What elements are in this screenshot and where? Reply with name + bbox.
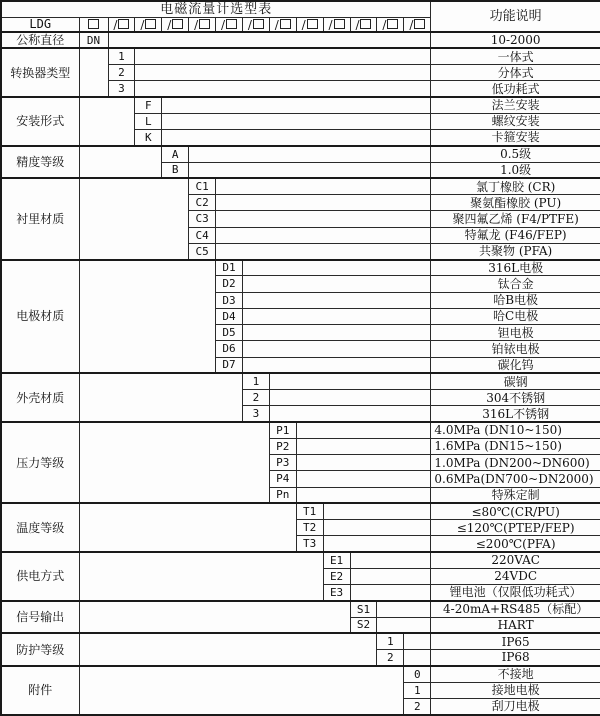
spacer-cell	[323, 520, 431, 536]
spacer-cell	[79, 260, 216, 374]
option-description-cell: 卡箍安装	[431, 130, 600, 146]
option-description-cell: 特殊定制	[431, 487, 600, 503]
slash-separator: /	[382, 17, 387, 32]
option-code-cell: E2	[323, 568, 350, 584]
slash-separator: /	[301, 17, 306, 32]
code-box-icon	[118, 19, 129, 29]
option-description-cell: 锂电池（仅限低功耗式）	[431, 585, 600, 601]
option-row	[1, 146, 600, 162]
option-code-cell: 3	[242, 406, 269, 422]
option-code-cell: C1	[189, 178, 216, 194]
option-code-cell: 2	[242, 390, 269, 406]
spacer-cell	[79, 503, 296, 552]
option-description-cell: 220VAC	[431, 552, 600, 568]
spacer-cell	[162, 97, 431, 113]
spacer-cell	[269, 390, 431, 406]
spacer-cell	[296, 487, 431, 503]
code-slot-cell	[269, 17, 296, 32]
option-code-cell: 1	[377, 633, 404, 649]
option-code-cell: P3	[269, 455, 296, 471]
code-box-icon	[280, 19, 291, 29]
spacer-cell	[350, 552, 431, 568]
option-description-cell: ≤80℃(CR/PU)	[431, 503, 600, 519]
spacer-cell	[323, 536, 431, 552]
spacer-cell	[216, 243, 431, 259]
category-label: 附件	[1, 666, 79, 715]
option-description-cell: 哈B电极	[431, 292, 600, 308]
option-code-cell: A	[162, 146, 189, 162]
spacer-cell	[135, 65, 431, 81]
code-slot-cell	[350, 17, 377, 32]
option-code-cell: T3	[296, 536, 323, 552]
option-description-cell: 0.6MPa(DN700~DN2000)	[431, 471, 600, 487]
option-description-cell: 316L电极	[431, 260, 600, 276]
spacer-cell	[189, 146, 431, 162]
option-description-cell: 聚四氟乙烯 (F4/PTFE)	[431, 211, 600, 227]
option-description-cell: 10-2000	[431, 32, 600, 48]
option-code-cell: S2	[350, 617, 377, 633]
option-code-cell: 1	[404, 682, 431, 698]
option-description-cell: 1.0MPa (DN200~DN600)	[431, 455, 600, 471]
spacer-cell	[323, 503, 431, 519]
option-code-cell: D5	[216, 325, 243, 341]
option-row	[1, 666, 600, 682]
slash-separator: /	[355, 17, 360, 32]
option-description-cell: 316L不锈钢	[431, 406, 600, 422]
table-title: 电磁流量计选型表	[1, 1, 431, 17]
spacer-cell	[296, 438, 431, 454]
function-description-header: 功能说明	[431, 1, 600, 32]
slash-separator: /	[140, 17, 145, 32]
option-description-cell: 0.5级	[431, 146, 600, 162]
category-label: 精度等级	[1, 146, 79, 179]
option-code-cell: S1	[350, 601, 377, 617]
spacer-cell	[79, 48, 108, 97]
slash-separator: /	[274, 17, 279, 32]
code-slot-cell	[404, 17, 431, 32]
option-code-cell: E1	[323, 552, 350, 568]
option-code-cell: B	[162, 162, 189, 178]
option-description-cell: 24VDC	[431, 568, 600, 584]
model-prefix-cell: LDG	[1, 17, 79, 32]
code-box-icon	[172, 19, 183, 29]
spacer-cell	[404, 633, 431, 649]
spacer-cell	[242, 292, 430, 308]
option-description-cell: 铂铱电极	[431, 341, 600, 357]
option-row	[1, 32, 600, 48]
code-box-icon	[88, 19, 99, 29]
option-description-cell: 聚氨酯橡胶 (PU)	[431, 195, 600, 211]
option-code-cell: L	[135, 113, 162, 129]
option-description-cell: ≤200℃(PFA)	[431, 536, 600, 552]
spacer-cell	[135, 48, 431, 64]
option-description-cell: 分体式	[431, 65, 600, 81]
spacer-cell	[296, 422, 431, 438]
option-description-cell: 1.0级	[431, 162, 600, 178]
spacer-cell	[377, 601, 431, 617]
option-code-cell: DN	[79, 32, 108, 48]
slash-separator: /	[113, 17, 118, 32]
option-description-cell: 钛合金	[431, 276, 600, 292]
spacer-cell	[216, 195, 431, 211]
slash-separator: /	[194, 17, 199, 32]
option-description-cell: IP65	[431, 633, 600, 649]
option-code-cell: C4	[189, 227, 216, 243]
option-code-cell: F	[135, 97, 162, 113]
option-code-cell: 1	[242, 373, 269, 389]
option-description-cell: 氯丁橡胶 (CR)	[431, 178, 600, 194]
code-slot-cell	[296, 17, 323, 32]
code-box-icon	[307, 19, 318, 29]
code-box-icon	[199, 19, 210, 29]
option-code-cell: D3	[216, 292, 243, 308]
spacer-cell	[242, 308, 430, 324]
spacer-cell	[79, 633, 377, 666]
category-label: 安装形式	[1, 97, 79, 146]
option-code-cell: D6	[216, 341, 243, 357]
code-slot-cell	[135, 17, 162, 32]
option-code-cell: 2	[108, 65, 135, 81]
option-description-cell: 4-20mA+RS485（标配）	[431, 601, 600, 617]
option-code-cell: P4	[269, 471, 296, 487]
code-box-icon	[226, 19, 237, 29]
option-row	[1, 260, 600, 276]
option-code-cell: C2	[189, 195, 216, 211]
option-code-cell: T1	[296, 503, 323, 519]
spacer-cell	[242, 260, 430, 276]
code-slot-first	[79, 17, 108, 32]
option-description-cell: 304不锈钢	[431, 390, 600, 406]
option-description-cell: 接地电极	[431, 682, 600, 698]
slash-separator: /	[328, 17, 333, 32]
option-description-cell: 碳钢	[431, 373, 600, 389]
spacer-cell	[79, 422, 269, 503]
option-description-cell: 哈C电极	[431, 308, 600, 324]
spacer-cell	[216, 211, 431, 227]
title-row	[1, 1, 600, 17]
spacer-cell	[404, 650, 431, 666]
spacer-cell	[79, 601, 350, 634]
code-slot-cell	[189, 17, 216, 32]
option-description-cell: ≤120℃(PTEP/FEP)	[431, 520, 600, 536]
option-description-cell: 共聚物 (PFA)	[431, 243, 600, 259]
option-code-cell: 3	[108, 81, 135, 97]
spacer-cell	[216, 227, 431, 243]
spacer-cell	[79, 666, 404, 715]
option-code-cell: D2	[216, 276, 243, 292]
category-label: 压力等级	[1, 422, 79, 503]
code-box-icon	[360, 19, 371, 29]
spacer-cell	[189, 162, 431, 178]
option-code-cell: P1	[269, 422, 296, 438]
option-description-cell: 钽电极	[431, 325, 600, 341]
code-box-icon	[334, 19, 345, 29]
spacer-cell	[79, 552, 323, 601]
category-label: 信号输出	[1, 601, 79, 634]
option-description-cell: 4.0MPa (DN10~150)	[431, 422, 600, 438]
option-description-cell: 特氟龙 (F46/FEP)	[431, 227, 600, 243]
option-code-cell: 2	[404, 698, 431, 714]
category-label: 衬里材质	[1, 178, 79, 259]
option-description-cell: HART	[431, 617, 600, 633]
code-slot-cell	[216, 17, 243, 32]
option-code-cell: K	[135, 130, 162, 146]
option-code-cell: E3	[323, 585, 350, 601]
option-row	[1, 373, 600, 389]
selection-table-body	[1, 32, 600, 715]
option-description-cell: 不接地	[431, 666, 600, 682]
option-code-cell: 1	[108, 48, 135, 64]
option-description-cell: 螺纹安装	[431, 113, 600, 129]
category-label: 公称直径	[1, 32, 79, 48]
code-slot-cell	[377, 17, 404, 32]
code-slot-cell	[108, 17, 135, 32]
code-slot-cell	[162, 17, 189, 32]
option-code-cell: C3	[189, 211, 216, 227]
spacer-cell	[79, 97, 135, 146]
option-description-cell: 刮刀电极	[431, 698, 600, 714]
spacer-cell	[296, 471, 431, 487]
option-code-cell: T2	[296, 520, 323, 536]
spacer-cell	[79, 178, 189, 259]
category-label: 外壳材质	[1, 373, 79, 422]
category-label: 温度等级	[1, 503, 79, 552]
option-description-cell: 一体式	[431, 48, 600, 64]
code-box-icon	[387, 19, 398, 29]
code-slot-cell	[323, 17, 350, 32]
option-code-cell: P2	[269, 438, 296, 454]
option-code-cell: D7	[216, 357, 243, 373]
option-row	[1, 48, 600, 64]
option-row	[1, 97, 600, 113]
code-box-icon	[414, 19, 425, 29]
spacer-cell	[79, 373, 242, 422]
category-label: 防护等级	[1, 633, 79, 666]
category-label: 转换器类型	[1, 48, 79, 97]
option-description-cell: 碳化钨	[431, 357, 600, 373]
slash-separator: /	[167, 17, 172, 32]
option-code-cell: 0	[404, 666, 431, 682]
option-description-cell: 低功耗式	[431, 81, 600, 97]
option-row	[1, 601, 600, 617]
code-box-icon	[145, 19, 156, 29]
spacer-cell	[296, 455, 431, 471]
option-code-cell: D4	[216, 308, 243, 324]
spacer-cell	[135, 81, 431, 97]
spacer-cell	[108, 32, 431, 48]
spacer-cell	[350, 585, 431, 601]
option-description-cell: 1.6MPa (DN15~150)	[431, 438, 600, 454]
option-description-cell: IP68	[431, 650, 600, 666]
spacer-cell	[242, 341, 430, 357]
spacer-cell	[269, 406, 431, 422]
code-box-icon	[253, 19, 264, 29]
option-row	[1, 178, 600, 194]
code-slot-cell	[242, 17, 269, 32]
option-row	[1, 633, 600, 649]
option-code-cell: C5	[189, 243, 216, 259]
spacer-cell	[79, 146, 162, 179]
spacer-cell	[242, 276, 430, 292]
spacer-cell	[242, 357, 430, 373]
spacer-cell	[269, 373, 431, 389]
spacer-cell	[162, 113, 431, 129]
option-row	[1, 422, 600, 438]
option-row	[1, 503, 600, 519]
category-label: 供电方式	[1, 552, 79, 601]
slash-separator: /	[220, 17, 226, 32]
option-code-cell: D1	[216, 260, 243, 276]
option-code-cell: 2	[377, 650, 404, 666]
spacer-cell	[162, 130, 431, 146]
option-row	[1, 552, 600, 568]
spacer-cell	[242, 325, 430, 341]
spacer-cell	[216, 178, 431, 194]
slash-separator: /	[247, 17, 252, 32]
spacer-cell	[377, 617, 431, 633]
spacer-cell	[350, 568, 431, 584]
option-code-cell: Pn	[269, 487, 296, 503]
slash-separator: /	[409, 17, 414, 32]
option-description-cell: 法兰安装	[431, 97, 600, 113]
category-label: 电极材质	[1, 260, 79, 374]
